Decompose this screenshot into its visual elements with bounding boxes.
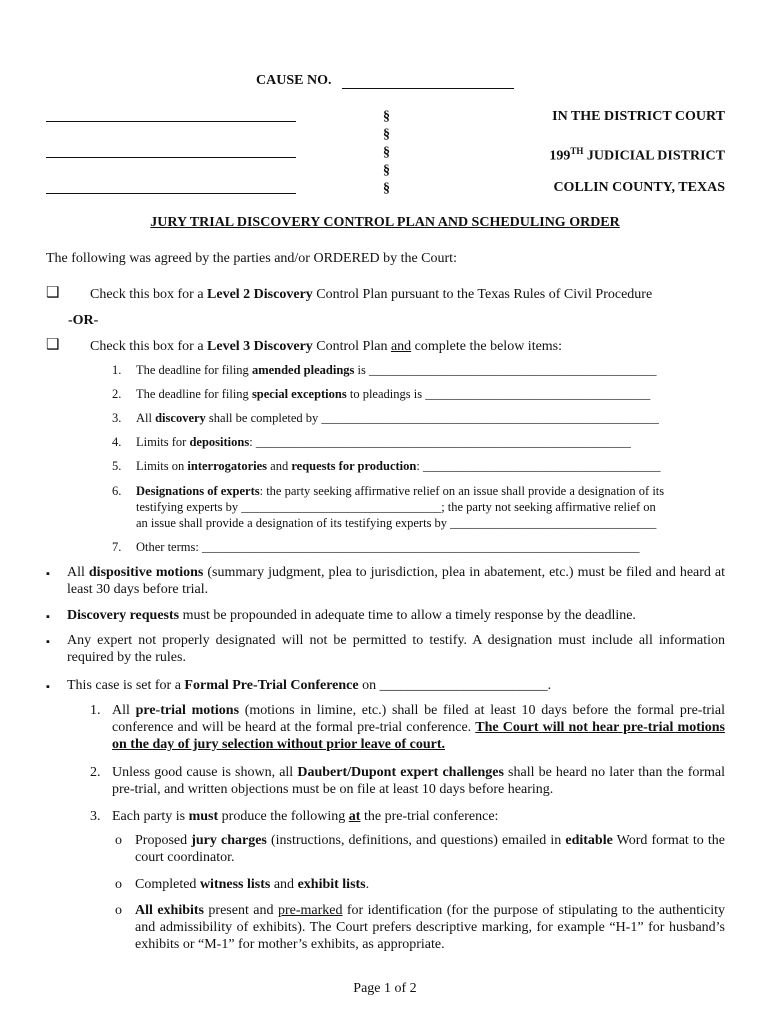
- item-expert-designations-line2[interactable]: testifying experts by ________________________________; the party not seeking affirmative relief on: [136, 500, 656, 514]
- bullet-marker: ▪: [46, 681, 50, 693]
- item-interrogatories[interactable]: 5. Limits on interrogatories and requests for production: ______________________________________: [112, 459, 661, 473]
- party-line-1[interactable]: [46, 121, 296, 122]
- or-separator: -OR-: [68, 313, 99, 328]
- pretrial-conference-paragraph[interactable]: This case is set for a Formal Pre-Trial Conference on ________________________.: [67, 678, 552, 693]
- item-discovery[interactable]: 3. All discovery shall be completed by ______________________________________________________: [112, 411, 659, 425]
- page-number: Page 1 of 2: [353, 981, 417, 996]
- section-mark: §: [383, 109, 390, 124]
- sub-bullet-marker: o: [115, 833, 122, 848]
- section-mark: §: [383, 127, 390, 142]
- item-other-terms[interactable]: 7. Other terms: ______________________________________________________________________: [112, 540, 640, 554]
- dispositive-motions-paragraph: All dispositive motions (summary judgment, plea to jurisdiction, plea in abatement, etc.) must be filed and heard at least 30 days before trial.: [67, 565, 726, 597]
- judicial-district: 199TH JUDICIAL DISTRICT: [549, 146, 725, 164]
- cause-number-label: CAUSE NO.: [256, 73, 332, 88]
- county: COLLIN COUNTY, TEXAS: [553, 180, 725, 195]
- item-special-exceptions[interactable]: 2. The deadline for filing special exceptions to pleadings is ____________________________________: [112, 387, 651, 401]
- section-mark: §: [383, 181, 390, 196]
- court-name: IN THE DISTRICT COURT: [552, 109, 725, 124]
- intro-text: The following was agreed by the parties and/or ORDERED by the Court:: [46, 251, 457, 266]
- item-expert-designations-line3[interactable]: an issue shall provide a designation of its testifying experts by _________________________________: [136, 516, 657, 530]
- expert-challenges-paragraph: Unless good cause is shown, all Daubert/Dupont expert challenges shall be heard no later than the formal pre-trial, and written objections must be on file at least 10 days before hearing.: [112, 765, 726, 797]
- all-exhibits-paragraph: All exhibits present and pre-marked for identification (for the purpose of stipulating to the authenticity and admissibility of exhibits). The Court prefers descriptive marking, for example “H-1” for husband’s exhibits or “M-1” for mother’s exhibits, as appropriate.: [135, 903, 725, 952]
- sub-bullet-marker: o: [115, 877, 122, 892]
- item-depositions[interactable]: 4. Limits for depositions: ____________________________________________________________: [112, 435, 631, 449]
- document-title: JURY TRIAL DISCOVERY CONTROL PLAN AND SCHEDULING ORDER: [150, 215, 620, 230]
- jury-charges-paragraph: Proposed jury charges (instructions, definitions, and questions) emailed in editable Word format to the court coordinator.: [135, 833, 725, 865]
- bullet-marker: ▪: [46, 611, 50, 623]
- item-amended-pleadings[interactable]: 1. The deadline for filing amended pleadings is ______________________________________________: [112, 363, 657, 377]
- witness-exhibit-lists-paragraph: Completed witness lists and exhibit lists.: [135, 877, 370, 892]
- pretrial-motions-paragraph: All pre-trial motions (motions in limine, etc.) shall be filed at least 10 days before the formal pre-trial conference and will be heard at the formal pre-trial conference. The Court will not hear pre-trial motions on the day of jury selection without prior leave of court.: [112, 703, 725, 752]
- section-mark: §: [383, 163, 390, 178]
- list-number: 2.: [90, 765, 101, 780]
- list-number: 1.: [90, 703, 101, 718]
- section-mark: §: [383, 145, 390, 160]
- party-line-3[interactable]: [46, 193, 296, 194]
- list-number: 3.: [90, 809, 101, 824]
- discovery-requests-paragraph: Discovery requests must be propounded in adequate time to allow a timely response by the deadline.: [67, 608, 636, 623]
- party-line-2[interactable]: [46, 157, 296, 158]
- cause-number-field[interactable]: [342, 88, 514, 89]
- item-expert-designations[interactable]: 6. Designations of experts: the party seeking affirmative relief on an issue shall provide a designation of its: [112, 484, 665, 498]
- level2-checkbox[interactable]: ❑: [46, 285, 60, 301]
- level3-option-text: Check this box for a Level 3 Discovery Control Plan and complete the below items:: [90, 339, 563, 354]
- level2-option-text: Check this box for a Level 2 Discovery Control Plan pursuant to the Texas Rules of Civil Procedure: [90, 287, 653, 302]
- production-requirements-paragraph: Each party is must produce the following at the pre-trial conference:: [112, 809, 499, 824]
- sub-bullet-marker: o: [115, 903, 122, 918]
- level3-checkbox[interactable]: ❑: [46, 337, 60, 353]
- bullet-marker: ▪: [46, 568, 50, 580]
- bullet-marker: ▪: [46, 636, 50, 648]
- expert-designation-paragraph: Any expert not properly designated will not be permitted to testify. A designation must include all information required by the rules.: [67, 633, 725, 665]
